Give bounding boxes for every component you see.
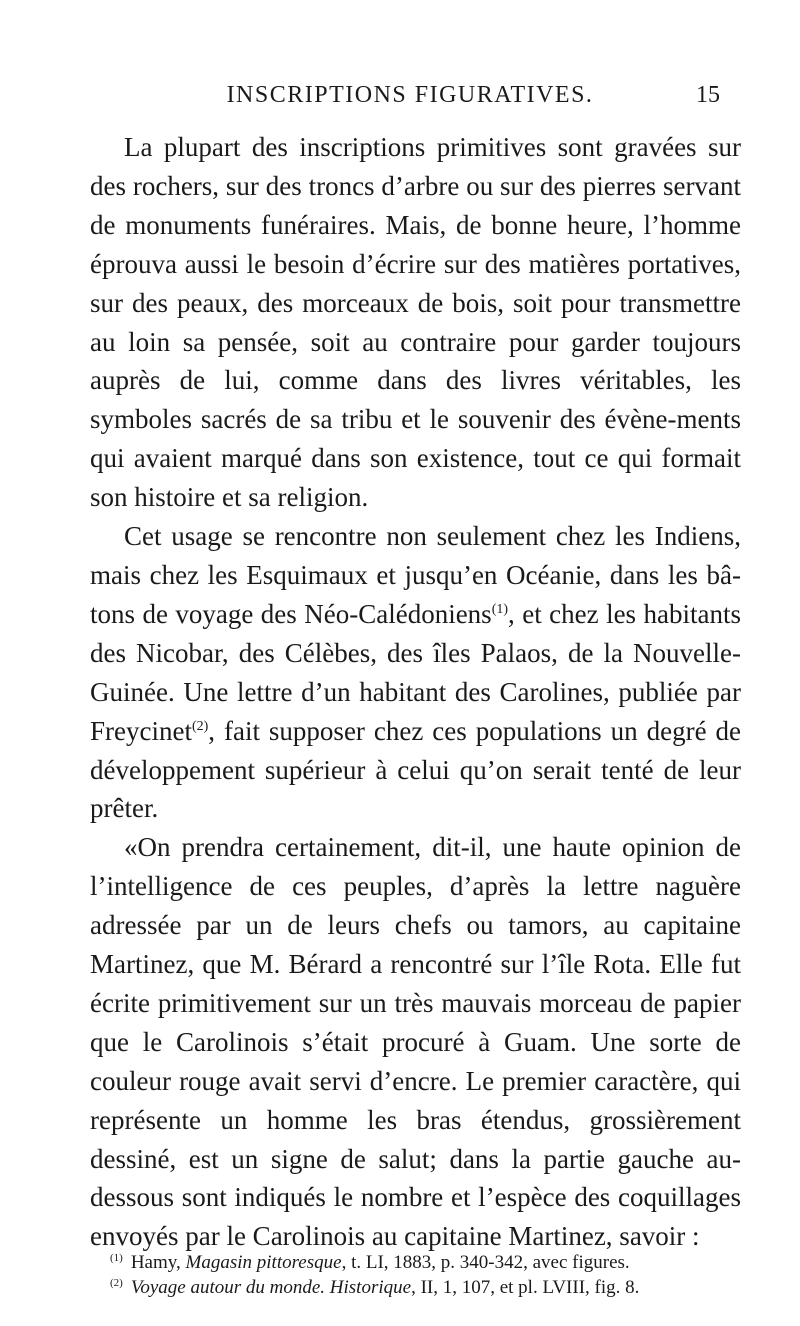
page-number: 15	[696, 82, 720, 108]
footnotes	[110, 1250, 750, 1300]
footnote-2-citation: , II, 1, 107, et pl. LVIII, fig. 8.	[411, 1277, 640, 1298]
footnote-2	[110, 1275, 750, 1300]
paragraph-2-part-1: Cet usage se rencontre non seulement chez les Indiens, mais chez les Esquimaux et jusqu’en Océanie, dans les bâ-tons de voyage des Néo-Calédoniens	[90, 521, 741, 629]
paragraph-3-quotation: «On prendra certainement, dit-il, une haute opinion de l’intelligence de ces peuples, d’après la lettre naguère adressée par un de leurs chefs ou tamors, au capitaine Martinez, que M. Bérard a rencontré sur l’île Rota. Elle fut écrite primitivement sur un très mauvais morceau de papier que le Carolinois s’était procuré à Guam. Une sorte de couleur rouge avait servi d’encre. Le premier caractère, qui représente un homme les bras étendus, grossièrement dessiné, est un signe de salut; dans la partie gauche au-dessous sont indiqués le nombre et l’espèce des coquillages envoyés par le Carolinois au capitaine Martinez, savoir :	[90, 832, 741, 1252]
footnote-1-author: Hamy,	[130, 1252, 186, 1273]
paragraph-1: La plupart des inscriptions primitives sont gravées sur des rochers, sur des troncs d’arbre ou sur des pierres servant de monuments funéraires. Mais, de bonne heure, l’homme éprouva aussi le besoin d’écrire sur des matières portatives, sur des peaux, des morceaux de bois, soit pour transmettre au loin sa pensée, soit au contraire pour garder toujours auprès de lui, comme dans des livres véritables, les symboles sacrés de sa tribu et le souvenir des évène-ments qui avaient marqué dans son existence, tout ce qui formait son histoire et sa religion.	[90, 132, 741, 513]
footnote-1-source-title: Magasin pittoresque	[185, 1252, 342, 1273]
running-head	[0, 80, 800, 124]
footnote-1-citation: , t. LI, 1883, p. 340-342, avec figures.	[341, 1252, 630, 1273]
footnote-ref-1[interactable]: (1)	[491, 601, 509, 617]
footnote-1	[110, 1250, 750, 1275]
body-text	[90, 128, 741, 1256]
paragraph-2-part-2: , et chez les habitants des Nicobar, des Célèbes, des îles Palaos, de la Nouvelle-Guinée. Une lettre d’un habitant des Carolines, publiée par Freycinet	[90, 598, 741, 746]
running-title: INSCRIPTIONS FIGURATIVES.	[226, 82, 594, 108]
footnote-ref-2[interactable]: (2)	[191, 718, 209, 734]
footnote-1-mark: (1)	[110, 1251, 123, 1264]
footnote-2-mark: (2)	[110, 1276, 123, 1289]
footnote-2-source-title: Voyage autour du monde. Historique	[130, 1277, 412, 1298]
paragraph-2	[90, 517, 741, 828]
paragraph-2-part-3: , fait supposer chez ces populations un degré de développement supérieur à celui qu’on serait tenté de leur prêter.	[90, 715, 741, 824]
